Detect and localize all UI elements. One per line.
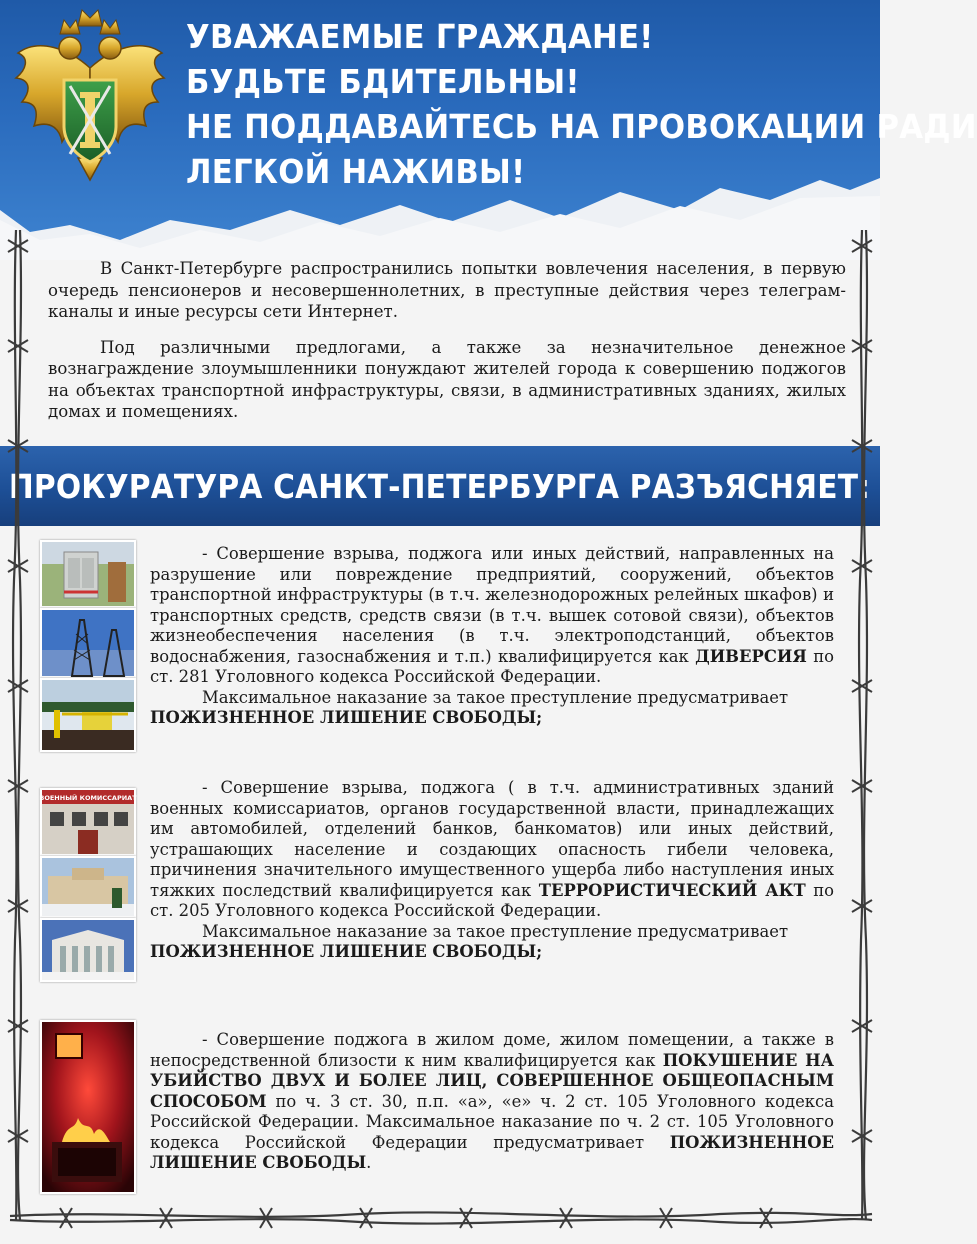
section-1-penalty: ПОЖИЗНЕННОЕ ЛИШЕНИЕ СВОБОДЫ; <box>150 708 543 727</box>
section-3-body: - Совершение поджога в жилом доме, жилом помещении, а также в непосредственной близости к ним квалифицируется как ПОКУШЕНИЕ НА УБИЙСТВО ДВУХ И БОЛЕЕ ЛИЦ, СОВЕРШЕННОЕ ОБЩЕОПАСНЫМ СПОСОБОМ по ч. 3 ст. 30, п.п. «а», «е» ч. 2 ст. 105 Уголовного кодекса Российской Федерации. Максимальное наказание по ч. 2 ст. 105 Уголовного кодекса Российской Федерации предусматривает ПОЖИЗНЕННОЕ ЛИШЕНИЕ СВОБОДЫ. <box>150 1030 834 1172</box>
section-2-penalty: ПОЖИЗНЕННОЕ ЛИШЕНИЕ СВОБОДЫ; <box>150 942 543 961</box>
intro-paragraph-1: В Санкт-Петербурге распространились попытки вовлечения населения, в первую очередь пенсионеров и несовершеннолетних, в преступные действия через телеграм-каналы и иные ресурсы сети Интернет. <box>48 259 846 321</box>
section-2-body: - Совершение взрыва, поджога ( в т.ч. административных зданий военных комиссариатов, органов государственной власти, принадлежащих им автомобилей, отделений банков, банкоматов) или иных действий, устрашающих население и создающих опасность гибели человека, причинения значительного имущественного ущерба либо наступления иных тяжких последствий квалифицируется как ТЕРРОРИСТИЧЕСКИЙ АКТ по ст. 205 Уголовного кодекса Российской Федерации. <box>150 778 834 920</box>
intro-paragraph-2: Под различными предлогами, а также за незначительное денежное вознаграждение злоумышленники понуждают жителей города к совершению поджогов на объектах транспортной инфраструктуры, связи, в административных зданиях, жилых домах и помещениях. <box>48 337 846 421</box>
section-2-crime: ТЕРРОРИСТИЧЕСКИЙ АКТ <box>538 880 806 900</box>
section-3-penalty: ПОЖИЗНЕННОЕ ЛИШЕНИЕ СВОБОДЫ <box>150 1132 834 1172</box>
section-1-crime: ДИВЕРСИЯ <box>695 646 807 666</box>
section-2-penalty-intro: Максимальное наказание за такое преступление предусматривает <box>202 921 789 941</box>
headline <box>186 14 977 194</box>
barbed-wire-frame <box>0 220 880 1244</box>
headline-line-1: УВАЖАЕМЫЕ ГРАЖДАНЕ! <box>186 17 654 56</box>
banner-title: ПРОКУРАТУРА САНКТ-ПЕТЕРБУРГА РАЗЪЯСНЯЕТ: <box>9 466 871 506</box>
section-3-crime: ПОКУШЕНИЕ НА УБИЙСТВО ДВУХ И БОЛЕЕ ЛИЦ, СОВЕРШЕННОЕ ОБЩЕОПАСНЫМ СПОСОБОМ <box>150 1050 834 1111</box>
commissariat-sign-text: ВОЕННЫЙ КОМИССАРИАТ <box>39 794 137 802</box>
headline-line-4: ЛЕГКОЙ НАЖИВЫ! <box>186 152 526 191</box>
headline-line-3: НЕ ПОДДАВАЙТЕСЬ НА ПРОВОКАЦИИ РАДИ <box>186 107 977 146</box>
headline-line-2: БУДЬТЕ БДИТЕЛЬНЫ! <box>186 62 580 101</box>
section-1-body: - Совершение взрыва, поджога или иных действий, направленных на разрушение или повреждение предприятий, сооружений, объектов транспортной инфраструктуры (в т.ч. железнодорожных релейных шкафов) и транспортных средств, средств связи (в т.ч. вышек сотовой связи), объектов жизнеобеспечения населения (в т.ч. электроподстанций, объектов водоснабжения, газоснабжения и т.п.) квалифицируется как ДИВЕРСИЯ по ст. 281 Уголовного кодекса Российской Федерации. <box>150 544 834 686</box>
section-1-penalty-intro: Максимальное наказание за такое преступление предусматривает <box>202 687 789 707</box>
prosecutor-emblem-icon <box>8 8 173 183</box>
